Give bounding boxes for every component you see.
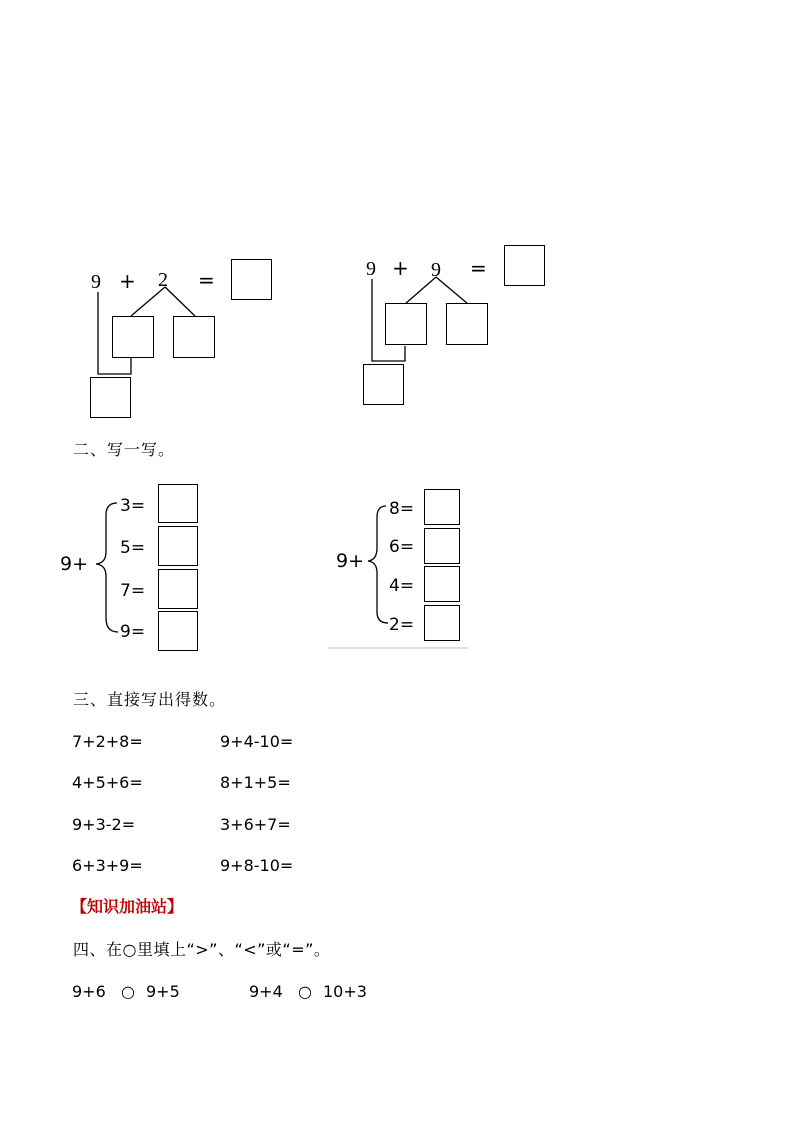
brace-item-label: 7= — [120, 581, 146, 601]
answer-box[interactable] — [424, 605, 460, 641]
answer-box[interactable] — [424, 566, 460, 602]
equation-left: 7+2+8= — [72, 732, 143, 751]
section-4-heading: 四、在○里填上“>”、“<”或“=”。 — [73, 940, 331, 959]
answer-box[interactable] — [231, 259, 272, 300]
equals-sign: = — [198, 268, 215, 292]
brace-item-label: 5= — [120, 538, 146, 558]
compare-circle[interactable]: ○ — [298, 982, 312, 1001]
answer-box[interactable] — [158, 611, 198, 651]
answer-box[interactable] — [158, 569, 198, 609]
split-box-right[interactable] — [446, 303, 488, 345]
answer-box[interactable] — [158, 484, 198, 523]
equation-left: 6+3+9= — [72, 856, 143, 875]
equation-right: 9+4-10= — [220, 732, 294, 751]
brace-item-label: 3= — [120, 496, 146, 516]
brace-prefix: 9+ — [60, 553, 89, 575]
operand-b: 9 — [431, 259, 441, 281]
brace-prefix: 9+ — [336, 550, 365, 572]
operand-a: 9 — [91, 271, 101, 293]
split-line-left-b — [405, 277, 436, 304]
knowledge-station-label: 【知识加油站】 — [71, 897, 184, 916]
equation-right: 9+8-10= — [220, 856, 294, 875]
equals-sign: = — [470, 256, 487, 280]
compare-circle[interactable]: ○ — [121, 982, 135, 1001]
brace-item-label: 9= — [120, 622, 146, 642]
equation-left: 9+3-2= — [72, 815, 136, 834]
split-line-left-a — [131, 287, 165, 316]
compare-left: 9+6 — [72, 982, 106, 1001]
brace-item-label: 4= — [389, 576, 415, 596]
make-ten-box[interactable] — [363, 364, 404, 405]
compare-right: 10+3 — [323, 982, 367, 1001]
section-2-heading: 二、写一写。 — [73, 440, 176, 459]
operand-b: 2 — [158, 269, 168, 291]
brace-right-group — [368, 506, 388, 623]
answer-box[interactable] — [424, 528, 460, 564]
equation-right: 3+6+7= — [220, 815, 291, 834]
split-box-right[interactable] — [173, 316, 215, 358]
answer-box[interactable] — [504, 245, 545, 286]
equation-left: 4+5+6= — [72, 773, 143, 792]
make-ten-box[interactable] — [90, 377, 131, 418]
compare-right: 9+5 — [146, 982, 180, 1001]
brace-item-label: 8= — [389, 499, 415, 519]
answer-box[interactable] — [158, 526, 198, 566]
answer-box[interactable] — [424, 489, 460, 525]
equation-right: 8+1+5= — [220, 773, 291, 792]
plus-sign: + — [119, 269, 136, 293]
brace-item-label: 6= — [389, 537, 415, 557]
plus-sign: + — [392, 256, 409, 280]
split-line-right-b — [436, 277, 468, 304]
brace-left-group — [96, 503, 118, 632]
brace-item-label: 2= — [389, 615, 415, 635]
split-box-left[interactable] — [385, 303, 427, 345]
operand-a: 9 — [366, 258, 376, 280]
compare-left: 9+4 — [249, 982, 283, 1001]
split-box-left[interactable] — [112, 316, 154, 358]
section-3-heading: 三、直接写出得数。 — [73, 690, 227, 709]
split-line-right-a — [165, 287, 195, 316]
